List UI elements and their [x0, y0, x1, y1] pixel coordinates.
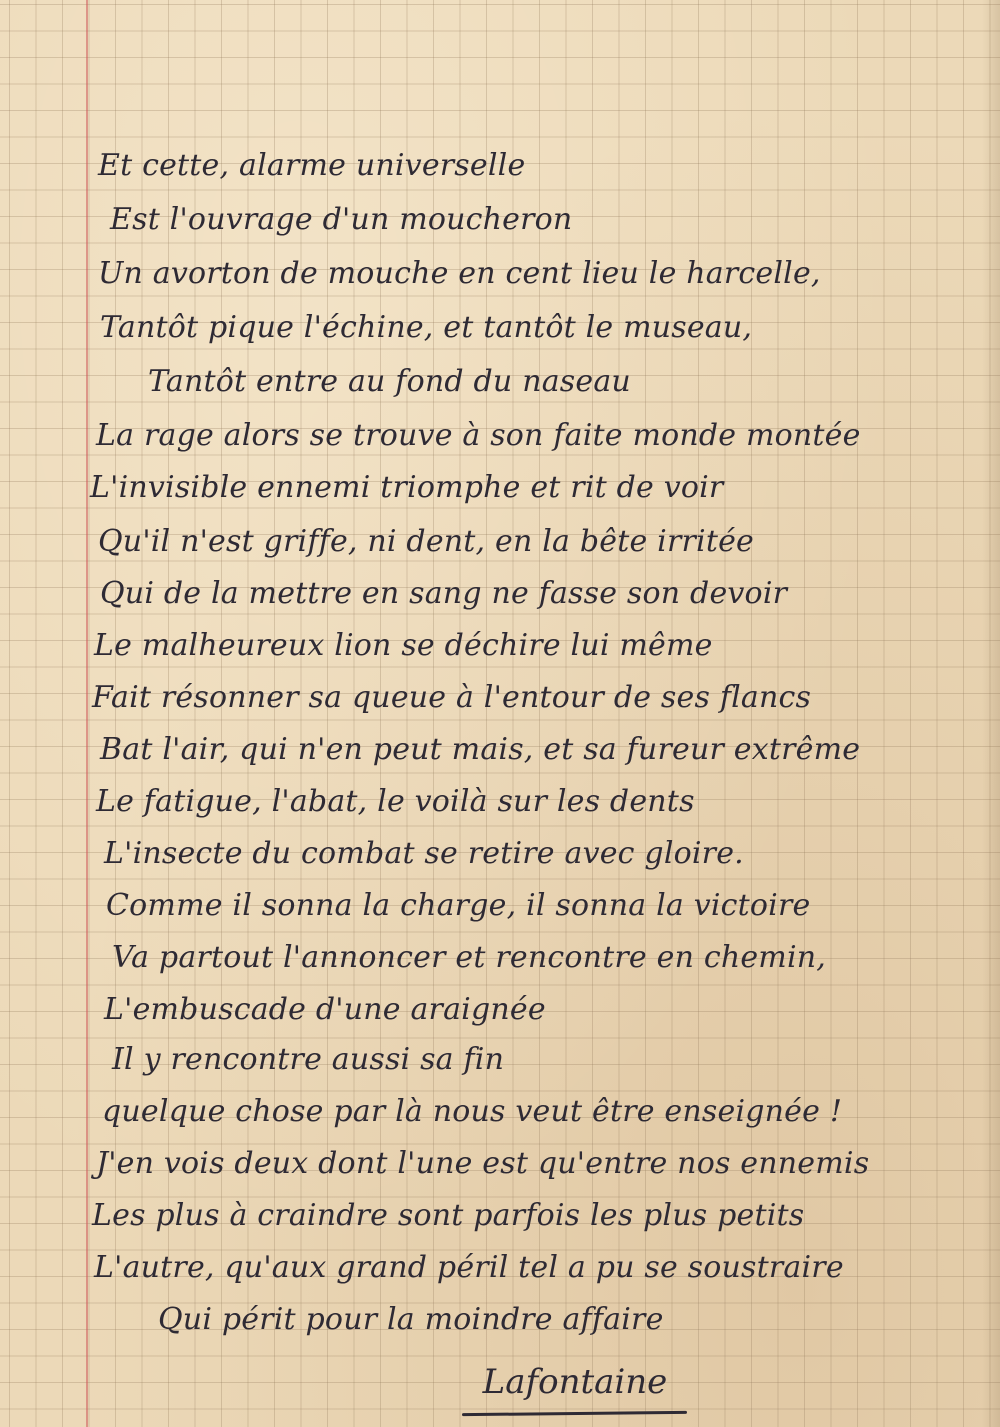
poem-line: Qu'il n'est griffe, ni dent, en la bête irritée — [98, 524, 754, 559]
poem-line: L'embuscade d'une araignée — [104, 992, 546, 1027]
poem-line: Le fatigue, l'abat, le voilà sur les dents — [96, 784, 695, 819]
poem-line: Qui périt pour la moindre affaire — [158, 1302, 664, 1337]
poem-line: Et cette, alarme universelle — [98, 148, 526, 183]
poem-line: Tantôt pique l'échine, et tantôt le museau, — [100, 310, 753, 345]
poem-line: Comme il sonna la charge, il sonna la victoire — [106, 888, 811, 923]
poem-line: Est l'ouvrage d'un moucheron — [110, 202, 573, 237]
poem-line: Le malheureux lion se déchire lui même — [94, 628, 713, 663]
poem-line: L'insecte du combat se retire avec gloire. — [104, 836, 744, 871]
poem-line: Les plus à craindre sont parfois les plus petits — [92, 1198, 805, 1233]
poem-line: Qui de la mettre en sang ne fasse son devoir — [100, 576, 788, 611]
poem-line: Tantôt entre au fond du naseau — [148, 364, 631, 399]
poem-line: quelque chose par là nous veut être enseignée ! — [102, 1094, 843, 1129]
page-edge-shadow — [982, 0, 1000, 1427]
poem-line: La rage alors se trouve à son faite monde montée — [96, 418, 861, 453]
signature: Lafontaine — [482, 1362, 668, 1402]
poem-line: Fait résonner sa queue à l'entour de ses flancs — [92, 680, 812, 715]
poem-line: L'invisible ennemi triomphe et rit de voir — [90, 470, 724, 505]
poem-line: Bat l'air, qui n'en peut mais, et sa fureur extrême — [100, 732, 861, 767]
poem-line: Il y rencontre aussi sa fin — [112, 1042, 505, 1077]
poem-line: Va partout l'annoncer et rencontre en chemin, — [112, 940, 826, 975]
poem-line: Un avorton de mouche en cent lieu le harcelle, — [98, 256, 821, 291]
poem-line: L'autre, qu'aux grand péril tel a pu se soustraire — [94, 1250, 844, 1285]
poem-line: J'en vois deux dont l'une est qu'entre nos ennemis — [96, 1146, 870, 1181]
